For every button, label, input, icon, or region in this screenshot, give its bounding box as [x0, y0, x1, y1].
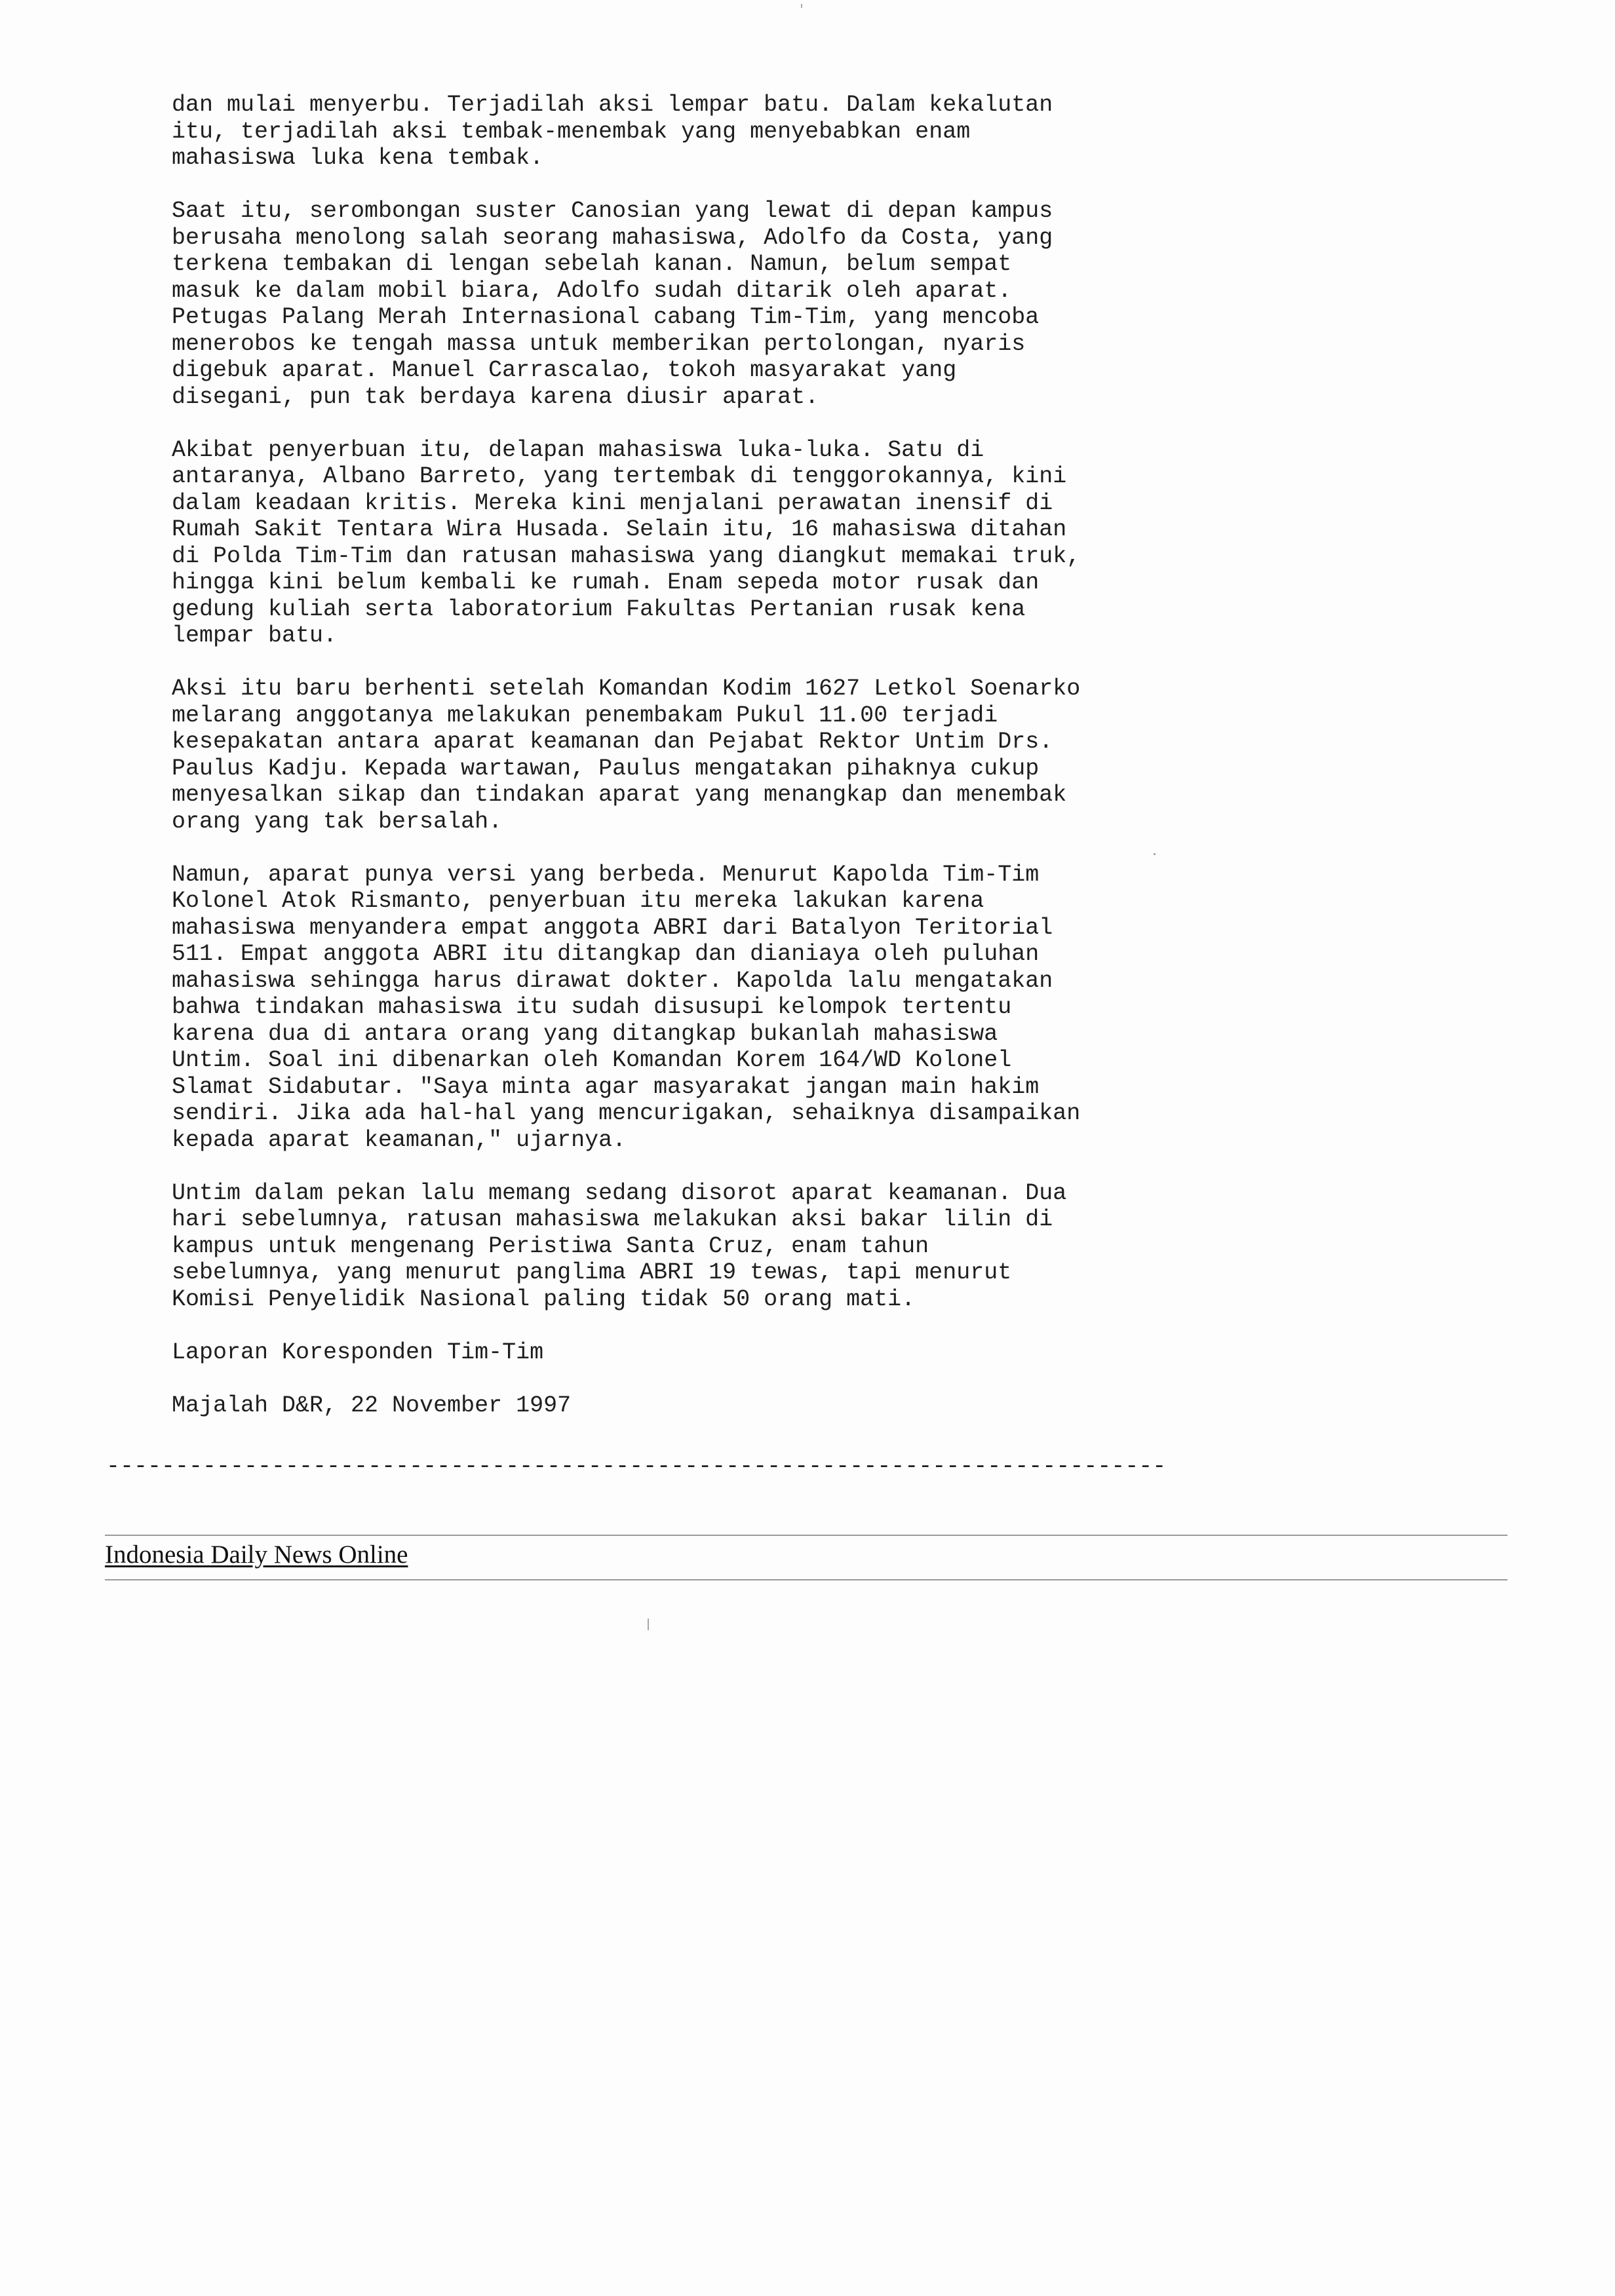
reporter-credit: Laporan Koresponden Tim-Tim [172, 1339, 544, 1366]
scan-speck [648, 1618, 649, 1630]
article-paragraph: Untim dalam pekan lalu memang sedang disorot aparat keamanan. Dua hari sebelumnya, ratusan mahasiswa melakukan aksi bakar lilin di kampus untuk mengenang Peristiwa Santa Cruz, enam tahun sebelumnya, yang menurut panglima ABRI 19 tewas, tapi menurut Komisi Penyelidik Nasional paling tidak 50 orang mati. [172, 1179, 1067, 1312]
article-paragraph: Saat itu, serombongan suster Canosian yang lewat di depan kampus berusaha menolong salah seorang mahasiswa, Adolfo da Costa, yang terkena tembakan di lengan sebelah kanan. Namun, belum sempat masuk ke dalam mobil biara, Adolfo sudah ditarik oleh aparat. Petugas Palang Merah Internasional cabang Tim-Tim, yang mencoba menerobos ke tengah massa untuk memberikan pertolongan, nyaris digebuk aparat. Manuel Carrascalao, tokoh masyarakat yang disegani, pun tak berdaya karena diusir aparat. [172, 198, 1053, 410]
article-paragraph: Akibat penyerbuan itu, delapan mahasiswa luka-luka. Satu di antaranya, Albano Barreto, yang tertembak di tenggorokannya, kini dalam keadaan kritis. Mereka kini menjalani perawatan inensif di Rumah Sakit Tentara Wira Husada. Selain itu, 16 mahasiswa ditahan di Polda Tim-Tim dan ratusan mahasiswa yang diangkut memakai truk, hingga kini belum kembali ke rumah. Enam sepeda motor rusak dan gedung kuliah serta laboratorium Fakultas Pertanian rusak kena lempar batu. [172, 436, 1081, 649]
scan-speck [801, 4, 802, 8]
scan-speck [1154, 853, 1156, 855]
footer-top-rule [105, 1535, 1508, 1536]
source-line: Majalah D&R, 22 November 1997 [172, 1392, 572, 1419]
article-paragraph: Aksi itu baru berhenti setelah Komandan Kodim 1627 Letkol Soenarko melarang anggotanya melakukan penembakam Pukul 11.00 terjadi kesepakatan antara aparat keamanan dan Pejabat Rektor Untim Drs. Paulus Kadju. Kepada wartawan, Paulus mengatakan pihaknya cukup menyesalkan sikap dan tindakan aparat yang menangkap dan menembak orang yang tak bersalah. [172, 676, 1081, 835]
footer-bottom-rule [105, 1579, 1508, 1580]
article-body [172, 92, 1194, 1445]
article-paragraph: dan mulai menyerbu. Terjadilah aksi lempar batu. Dalam kekalutan itu, terjadilah aksi tembak-menembak yang menyebabkan enam mahasiswa luka kena tembak. [172, 92, 1053, 171]
dashed-separator: ----------------------------------------------------------------------------- [106, 1453, 1167, 1480]
footer-site-link[interactable]: Indonesia Daily News Online [105, 1540, 408, 1569]
article-paragraph: Namun, aparat punya versi yang berbeda. Menurut Kapolda Tim-Tim Kolonel Atok Rismanto, penyerbuan itu mereka lakukan karena mahasiswa menyandera empat anggota ABRI dari Batalyon Teritorial 511. Empat anggota ABRI itu ditangkap dan dianiaya oleh puluhan mahasiswa sehingga harus dirawat dokter. Kapolda lalu mengatakan bahwa tindakan mahasiswa itu sudah disusupi kelompok tertentu karena dua di antara orang yang ditangkap bukanlah mahasiswa Untim. Soal ini dibenarkan oleh Komandan Korem 164/WD Kolonel Slamat Sidabutar. "Saya minta agar masyarakat jangan main hakim sendiri. Jika ada hal-hal yang mencurigakan, sehaiknya disampaikan kepada aparat keamanan," ujarnya. [172, 861, 1081, 1153]
